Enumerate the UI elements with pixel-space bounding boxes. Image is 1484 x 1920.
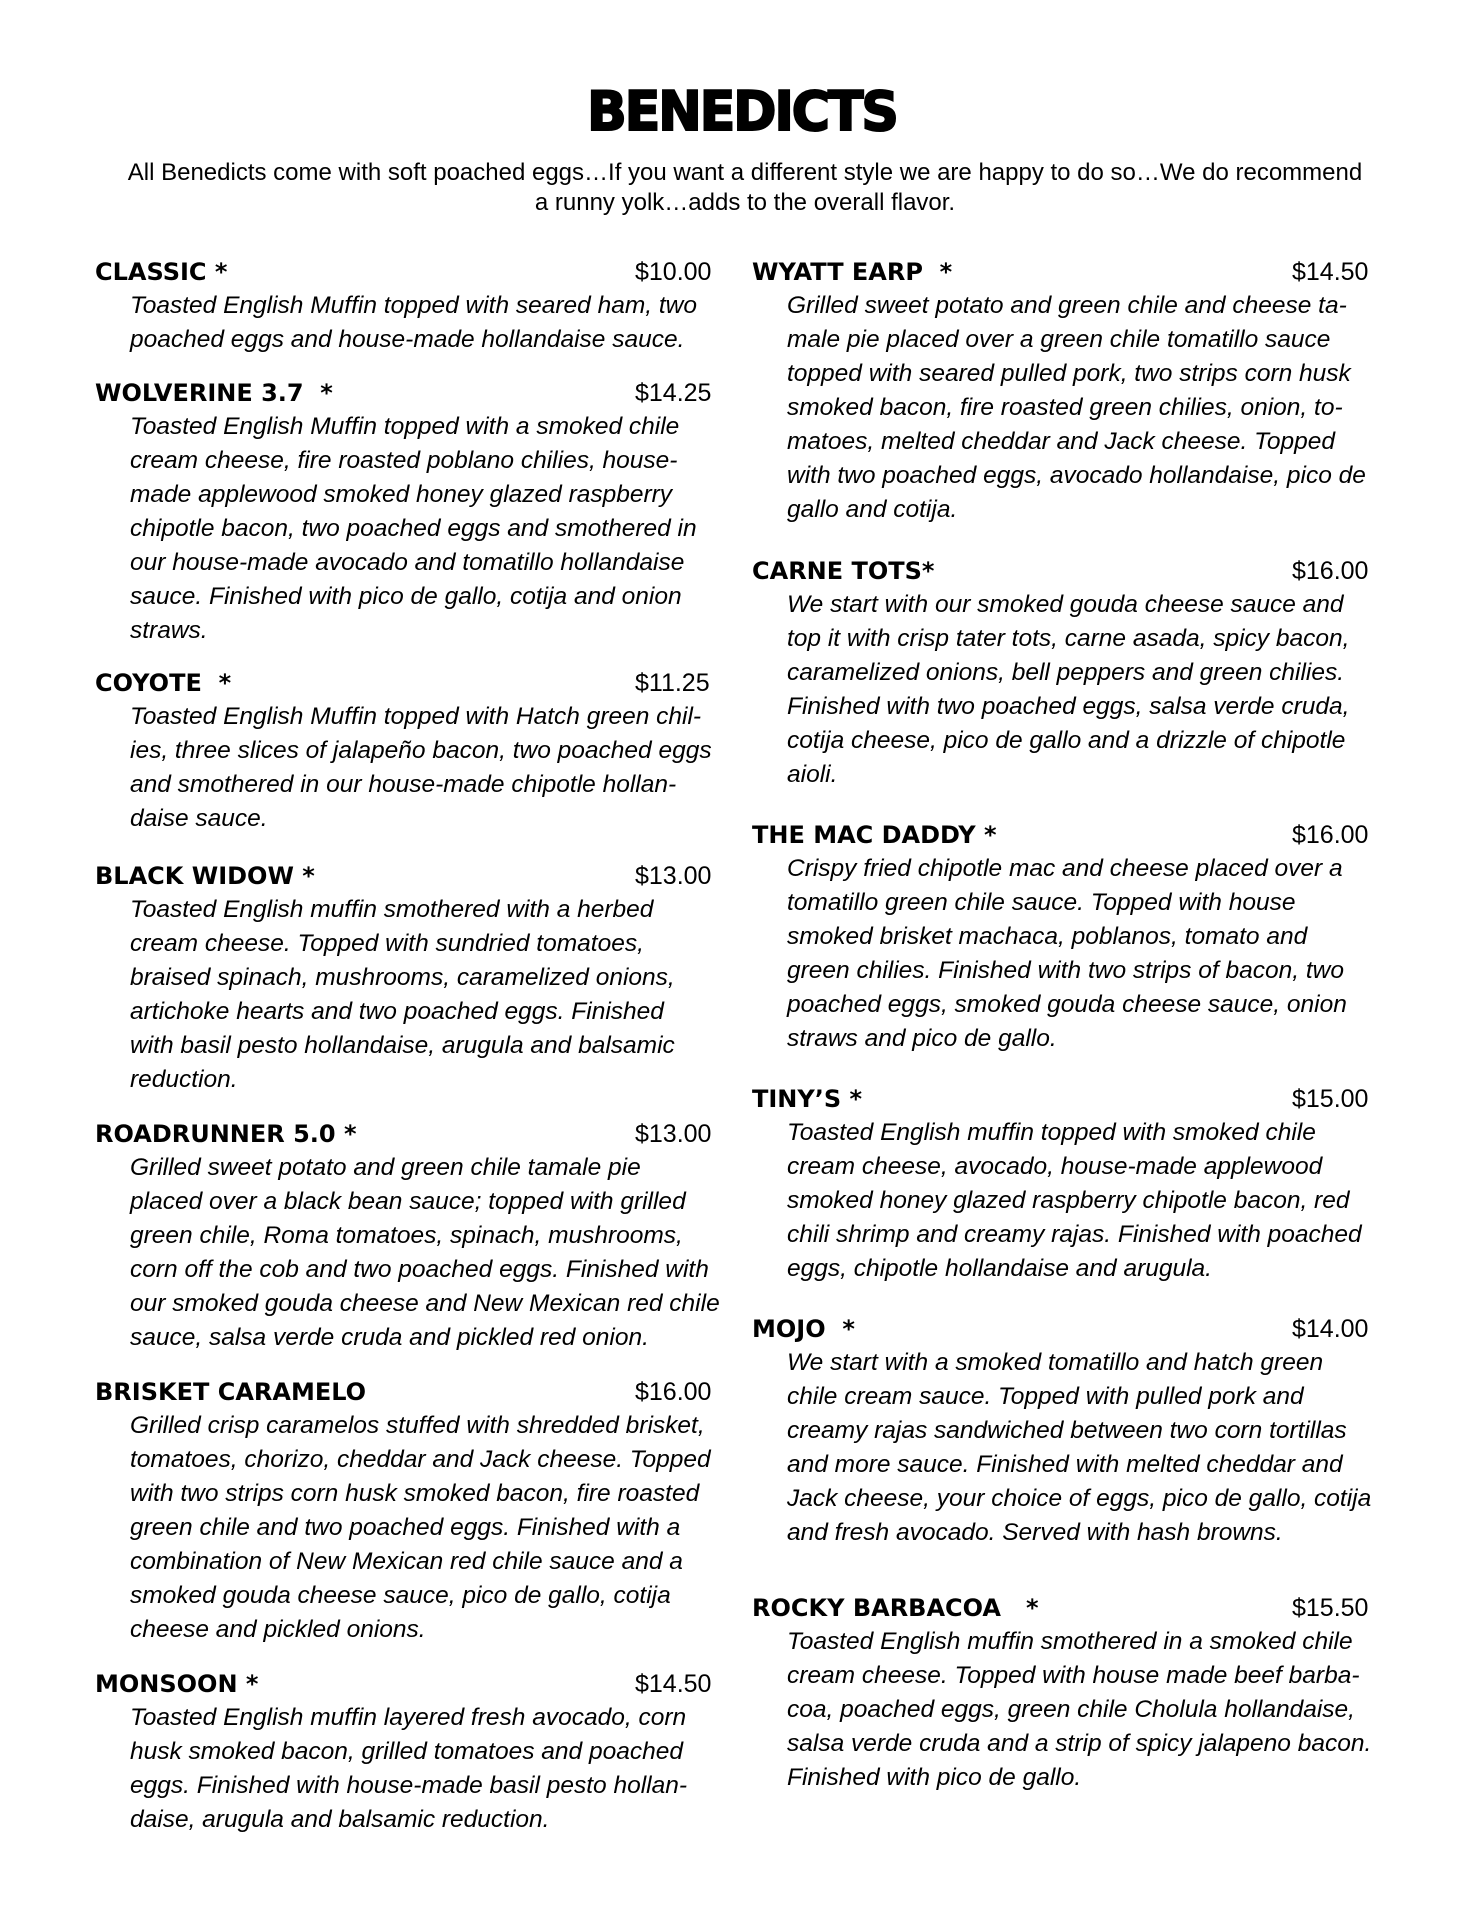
menu-item-wolverine (95, 376, 735, 648)
item-price: $13.00 (635, 1120, 712, 1148)
item-name: WYATT EARP * (752, 258, 953, 286)
item-description: Crispy fried chipotle mac and cheese placed over a tomatillo green chile sauce. Topped with house smoked brisket machaca, poblanos, tomato and green chilies. Finished with two strips of bacon, two poached eggs, smoked gouda cheese sauce, onion straws and pico de gallo. (787, 855, 1347, 1052)
item-price: $10.00 (635, 258, 712, 286)
item-description: We start with a smoked tomatillo and hatch green chile cream sauce. Topped with pulled pork and creamy rajas sandwiched between two corn tortillas and more sauce. Finished with melted cheddar and Jack cheese, your choice of eggs, pico de gallo, cotija and fresh avocado. Served with hash browns. (787, 1349, 1372, 1546)
item-price: $14.50 (635, 1670, 712, 1698)
item-price: $16.00 (635, 1378, 712, 1406)
item-description: Grilled sweet potato and green chile and cheese ta- male pie placed over a green chile tomatillo sauce topped with seared pulled pork, two strips corn husk smoked bacon, fire roasted green chilies, onion, to- matoes, melted cheddar and Jack cheese. Topped with two poached eggs, avocado hollandaise, pico de gallo and cotija. (787, 292, 1366, 523)
item-name: WOLVERINE 3.7 * (95, 379, 333, 407)
item-price: $14.50 (1292, 258, 1369, 286)
item-name: ROADRUNNER 5.0 * (95, 1120, 357, 1148)
item-description: Toasted English Muffin topped with seared ham, two poached eggs and house-made hollandaise sauce. (130, 292, 698, 353)
menu-item-carne-tots (752, 554, 1402, 792)
item-name: THE MAC DADDY * (752, 821, 997, 849)
menu-item-monsoon (95, 1667, 735, 1837)
item-name: BLACK WIDOW * (95, 862, 315, 890)
menu-item-wyatt-earp (752, 255, 1402, 527)
menu-item-coyote (95, 666, 735, 836)
menu-item-rocky-barbacoa (752, 1591, 1402, 1795)
item-description: Toasted English muffin smothered in a smoked chile cream cheese. Topped with house made beef barba- coa, poached eggs, green chile Cholula hollandaise, salsa verde cruda and a strip of spicy jalapeno bacon. Finished with pico de gallo. (787, 1628, 1372, 1791)
item-name: COYOTE * (95, 669, 232, 697)
menu-item-mojo (752, 1312, 1402, 1550)
item-description: We start with our smoked gouda cheese sauce and top it with crisp tater tots, carne asada, spicy bacon, caramelized onions, bell peppers and green chilies. Finished with two poached eggs, salsa verde cruda, cotija cheese, pico de gallo and a drizzle of chipotle aioli. (787, 591, 1350, 788)
item-name: MONSOON * (95, 1670, 259, 1698)
item-price: $14.00 (1292, 1315, 1369, 1343)
item-price: $14.25 (635, 379, 712, 407)
intro-line: a runny yolk…adds to the overall flavor. (534, 189, 956, 216)
item-name: TINY’S * (752, 1085, 863, 1113)
menu-item-roadrunner (95, 1117, 735, 1355)
item-price: $11.25 (635, 669, 710, 697)
menu-item-tinys (752, 1082, 1402, 1286)
item-name: MOJO * (752, 1315, 855, 1343)
item-description: Grilled crisp caramelos stuffed with shredded brisket, tomatoes, chorizo, cheddar and Jack cheese. Topped with two strips corn husk smoked bacon, fire roasted green chile and two poached eggs. Finished with a combination of New Mexican red chile sauce and a smoked gouda cheese sauce, pico de gallo, cotija cheese and pickled onions. (130, 1412, 711, 1643)
item-price: $15.50 (1292, 1594, 1369, 1622)
item-price: $16.00 (1292, 557, 1369, 585)
item-description: Toasted English muffin layered fresh avocado, corn husk smoked bacon, grilled tomatoes and poached eggs. Finished with house-made basil pesto hollan- daise, arugula and balsamic reduction. (130, 1704, 688, 1833)
item-description: Toasted English Muffin topped with Hatch green chil- ies, three slices of jalapeño bacon, two poached eggs and smothered in our house-made chipotle hollan- daise sauce. (130, 703, 712, 832)
menu-item-classic (95, 255, 735, 357)
item-description: Toasted English muffin smothered with a herbed cream cheese. Topped with sundried tomatoes, braised spinach, mushrooms, caramelized onions, artichoke hearts and two poached eggs. Finished with basil pesto hollandaise, arugula and balsamic reduction. (130, 896, 675, 1093)
menu-item-mac-daddy (752, 818, 1402, 1056)
item-name: ROCKY BARBACOA * (752, 1594, 1039, 1622)
page-title: BENEDICTS (587, 80, 897, 144)
menu-item-brisket-caramelo (95, 1375, 735, 1647)
item-description: Grilled sweet potato and green chile tamale pie placed over a black bean sauce; topped with grilled green chile, Roma tomatoes, spinach, mushrooms, corn off the cob and two poached eggs. Finished with our smoked gouda cheese and New Mexican red chile sauce, salsa verde cruda and pickled red onion. (130, 1154, 720, 1351)
item-name: CLASSIC * (95, 258, 228, 286)
menu-item-black-widow (95, 859, 735, 1097)
item-description: Toasted English Muffin topped with a smoked chile cream cheese, fire roasted poblano chilies, house- made applewood smoked honey glazed raspberry chipotle bacon, two poached eggs and smothered in our house-made avocado and tomatillo hollandaise sauce. Finished with pico de gallo, cotija and onion straws. (130, 413, 697, 644)
item-price: $15.00 (1292, 1085, 1369, 1113)
item-price: $13.00 (635, 862, 712, 890)
item-name: CARNE TOTS* (752, 557, 935, 585)
item-name: BRISKET CARAMELO (95, 1378, 367, 1406)
intro-line: All Benedicts come with soft poached eggs…If you want a different style we are happy to do so…We do recommend (127, 159, 1363, 186)
item-description: Toasted English muffin topped with smoked chile cream cheese, avocado, house-made applewood smoked honey glazed raspberry chipotle bacon, red chili shrimp and creamy rajas. Finished with poached eggs, chipotle hollandaise and arugula. (787, 1119, 1362, 1282)
item-price: $16.00 (1292, 821, 1369, 849)
intro-note (90, 158, 1400, 218)
